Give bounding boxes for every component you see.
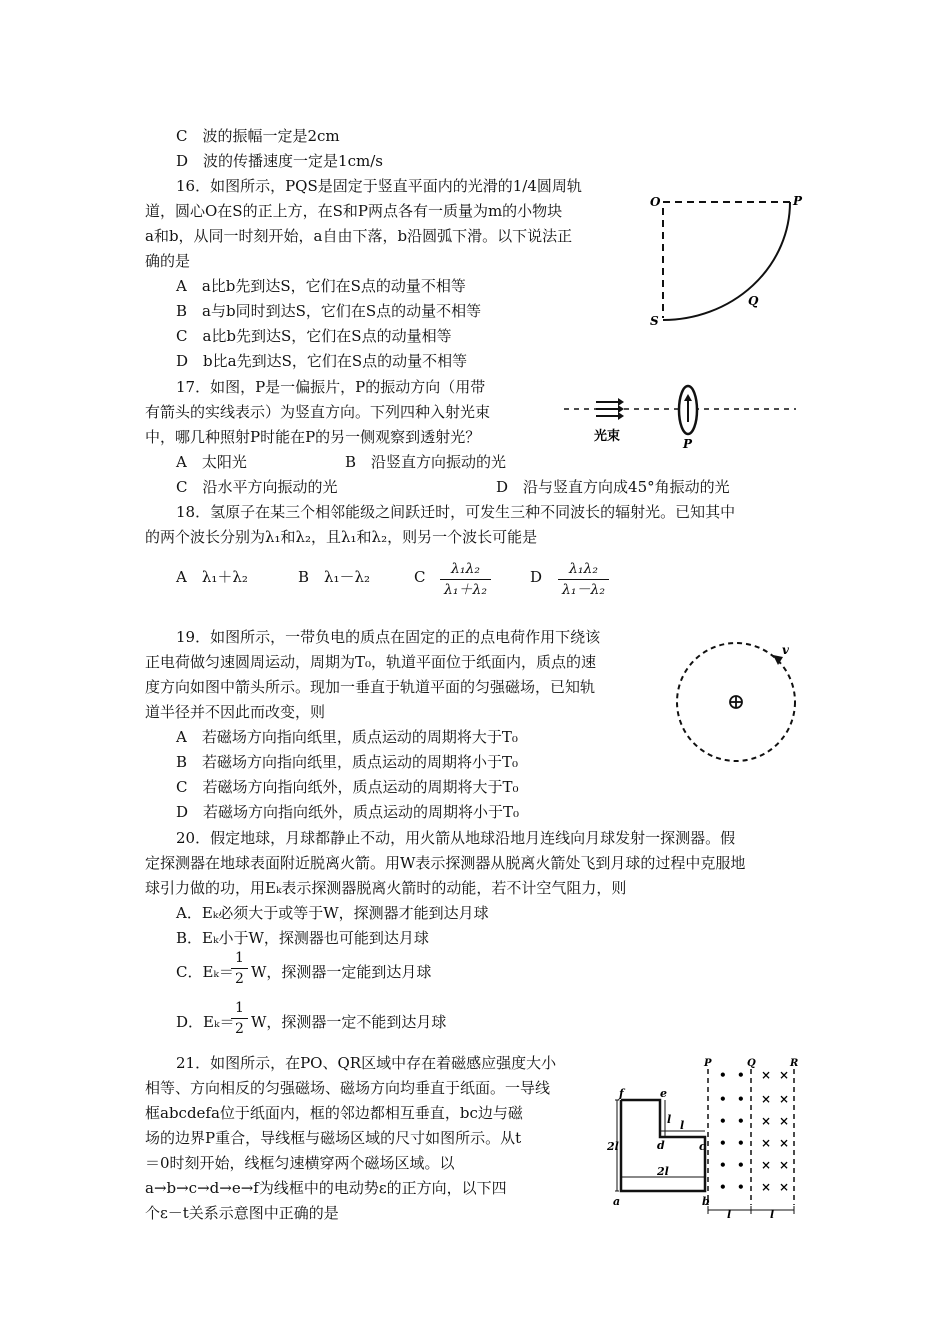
q19-line2: 正电荷做匀速圆周运动，周期为T₀，轨道平面位于纸面内，质点的速 [145, 653, 597, 671]
field-cross: × [761, 1136, 772, 1150]
q21-line4: 场的边界P重合，导线框与磁场区域的尺寸如图所示。从t [145, 1129, 522, 1147]
q20-option-a: A．Eₖ必须大于或等于W，探测器才能到达月球 [176, 904, 489, 922]
field-dot: • [719, 1158, 727, 1172]
label-q: Q [748, 294, 759, 308]
field-into-page-crosses [761, 1068, 789, 1194]
field-dot: • [737, 1092, 745, 1106]
circular-orbit-figure [670, 632, 805, 767]
q20-line1: 20．假定地球，月球都静止不动，用火箭从地球沿地月连线向月球发射一探测器。假 [176, 829, 736, 847]
q18-fraction-c: λ₁λ₂ λ₁＋λ₂ [440, 560, 491, 599]
q17-option-d: D 沿与竖直方向成45°角振动的光 [496, 478, 730, 496]
light-beam-arrows-icon [596, 398, 624, 420]
q16-option-b: B a与b同时到达S，它们在S点的动量不相等 [176, 302, 482, 320]
q16-line2: 道，圆心O在S的正上方，在S和P两点各有一质量为m的小物块 [145, 202, 563, 220]
q20-option-d-suffix: W，探测器一定不能到达月球 [251, 1013, 447, 1031]
q20-option-c-half: 1 2 [231, 949, 248, 988]
q18-line1: 18．氢原子在某三个相邻能级之间跃迁时，可发生三种不同波长的辐射光。已知其中 [176, 503, 736, 521]
option-c-prev: C 波的振幅一定是2cm [176, 127, 340, 145]
q18-line2: 的两个波长分别为λ₁和λ₂，且λ₁和λ₂，则另一个波长可能是 [145, 528, 538, 546]
vertex-e: e [660, 1087, 667, 1100]
vertex-a: a [613, 1195, 621, 1208]
q18-fraction-d: λ₁λ₂ λ₁－λ₂ [558, 560, 609, 599]
field-cross: × [761, 1068, 772, 1082]
q16-option-c: C a比b先到达S，它们在S点的动量相等 [176, 327, 452, 345]
q21-line7: 个ε－t关系示意图中正确的是 [145, 1204, 339, 1222]
option-d-prev: D 波的传播速度一定是1cm/s [176, 152, 383, 170]
q20-line2: 定探测器在地球表面附近脱离火箭。用W表示探测器从脱离火箭处飞到月球的过程中克服地 [145, 854, 746, 872]
q20-option-c-prefix: C．Eₖ＝ [176, 963, 234, 981]
field-cross: × [761, 1180, 772, 1194]
q20-option-d-half: 1 2 [231, 999, 248, 1038]
label-o: O [650, 195, 661, 209]
q16-line4: 确的是 [145, 252, 191, 270]
label-s: S [650, 314, 659, 328]
dim-2l-horizontal: 2l [657, 1165, 669, 1178]
q17-line1: 17．如图，P是一偏振片，P的振动方向（用带 [176, 378, 486, 396]
dim-l-region1: l [727, 1208, 732, 1220]
field-dot: • [737, 1158, 745, 1172]
q21-line3: 框abcdefa位于纸面内，框的邻边都相互垂直，bc边与磁 [145, 1104, 523, 1122]
field-dot: • [737, 1068, 745, 1082]
q21-line6: a→b→c→d→e→f为线框中的电动势ε的正方向，以下四 [145, 1179, 507, 1197]
dim-l-horizontal: l [680, 1119, 685, 1132]
label-p: P [793, 194, 803, 208]
dim-l-vertical: l [667, 1113, 672, 1126]
vertex-c: c [699, 1140, 706, 1153]
field-cross: × [779, 1114, 790, 1128]
q17-line3: 中，哪几种照射P时能在P的另一侧观察到透射光？ [145, 428, 481, 446]
quarter-circle-track-figure [640, 190, 805, 335]
label-beam: 光束 [594, 429, 621, 444]
polarizer-figure [560, 382, 800, 452]
q16-line3: a和b，从同一时刻开始，a自由下落，b沿圆弧下滑。以下说法正 [145, 227, 573, 245]
q19-option-c: C 若磁场方向指向纸外，质点运动的周期将大于T₀ [176, 778, 519, 796]
field-cross: × [779, 1180, 790, 1194]
q17-option-b: B 沿竖直方向振动的光 [345, 453, 507, 471]
vertex-f: f [619, 1087, 624, 1100]
field-cross: × [779, 1136, 790, 1150]
dim-2l-vertical: 2l [607, 1140, 619, 1153]
field-cross: × [779, 1158, 790, 1172]
field-dot: • [719, 1114, 727, 1128]
field-dot: • [737, 1180, 745, 1194]
wire-frame-magnetic-field-figure [605, 1055, 805, 1220]
q21-line5: ＝0时刻开始，线框匀速横穿两个磁场区域。以 [145, 1154, 455, 1172]
q20-option-d-prefix: D．Eₖ＝ [176, 1013, 235, 1031]
q18-option-c: C [414, 568, 426, 586]
q21-line2: 相等、方向相反的匀强磁场、磁场方向均垂直于纸面。一导线 [145, 1079, 551, 1097]
field-cross: × [761, 1158, 772, 1172]
q16-option-d: D b比a先到达S，它们在S点的动量不相等 [176, 352, 468, 370]
q19-line4: 道半径并不因此而改变，则 [145, 703, 326, 721]
label-boundary-q: Q [747, 1058, 756, 1069]
vertex-d: d [657, 1139, 665, 1152]
q20-line3: 球引力做的功，用Eₖ表示探测器脱离火箭时的动能，若不计空气阻力，则 [145, 879, 627, 897]
q19-line3: 度方向如图中箭头所示。现加一垂直于轨道平面的匀强磁场，已知轨 [145, 678, 596, 696]
dim-l-region2: l [770, 1208, 775, 1220]
q17-option-c: C 沿水平方向振动的光 [176, 478, 338, 496]
field-dot: • [719, 1180, 727, 1194]
field-out-of-page-dots [719, 1068, 745, 1194]
field-dot: • [719, 1136, 727, 1150]
label-v: v [782, 643, 789, 657]
label-p-polarizer: P [683, 437, 693, 451]
q19-option-b: B 若磁场方向指向纸里，质点运动的周期将小于T₀ [176, 753, 519, 771]
field-cross: × [761, 1092, 772, 1106]
q16-line1: 16．如图所示，PQS是固定于竖直平面内的光滑的1/4圆周轨 [176, 177, 582, 195]
q18-option-d: D [530, 568, 543, 586]
q20-option-b: B．Eₖ小于W，探测器也可能到达月球 [176, 929, 429, 947]
q18-option-b: B λ₁－λ₂ [298, 568, 371, 586]
vertex-b: b [702, 1195, 710, 1208]
field-cross: × [779, 1092, 790, 1106]
field-dot: • [719, 1068, 727, 1082]
label-boundary-r: R [790, 1058, 799, 1069]
q16-option-a: A a比b先到达S，它们在S点的动量不相等 [176, 277, 466, 295]
field-dot: • [737, 1136, 745, 1150]
field-cross: × [761, 1114, 772, 1128]
q18-option-a: A λ₁＋λ₂ [176, 568, 248, 586]
q21-line1: 21．如图所示，在PO、QR区域中存在着磁感应强度大小 [176, 1054, 557, 1072]
q20-option-c-suffix: W，探测器一定能到达月球 [251, 963, 432, 981]
label-boundary-p: P [704, 1058, 712, 1069]
q17-line2: 有箭头的实线表示）为竖直方向。下列四种入射光束 [145, 403, 491, 421]
field-dot: • [737, 1114, 745, 1128]
q17-option-a: A 太阳光 [176, 453, 247, 471]
q19-option-a: A 若磁场方向指向纸里，质点运动的周期将大于T₀ [176, 728, 518, 746]
field-cross: × [779, 1068, 790, 1082]
q19-line1: 19．如图所示，一带负电的质点在固定的正的点电荷作用下绕该 [176, 628, 601, 646]
q19-option-d: D 若磁场方向指向纸外，质点运动的周期将小于T₀ [176, 803, 520, 821]
field-dot: • [719, 1092, 727, 1106]
